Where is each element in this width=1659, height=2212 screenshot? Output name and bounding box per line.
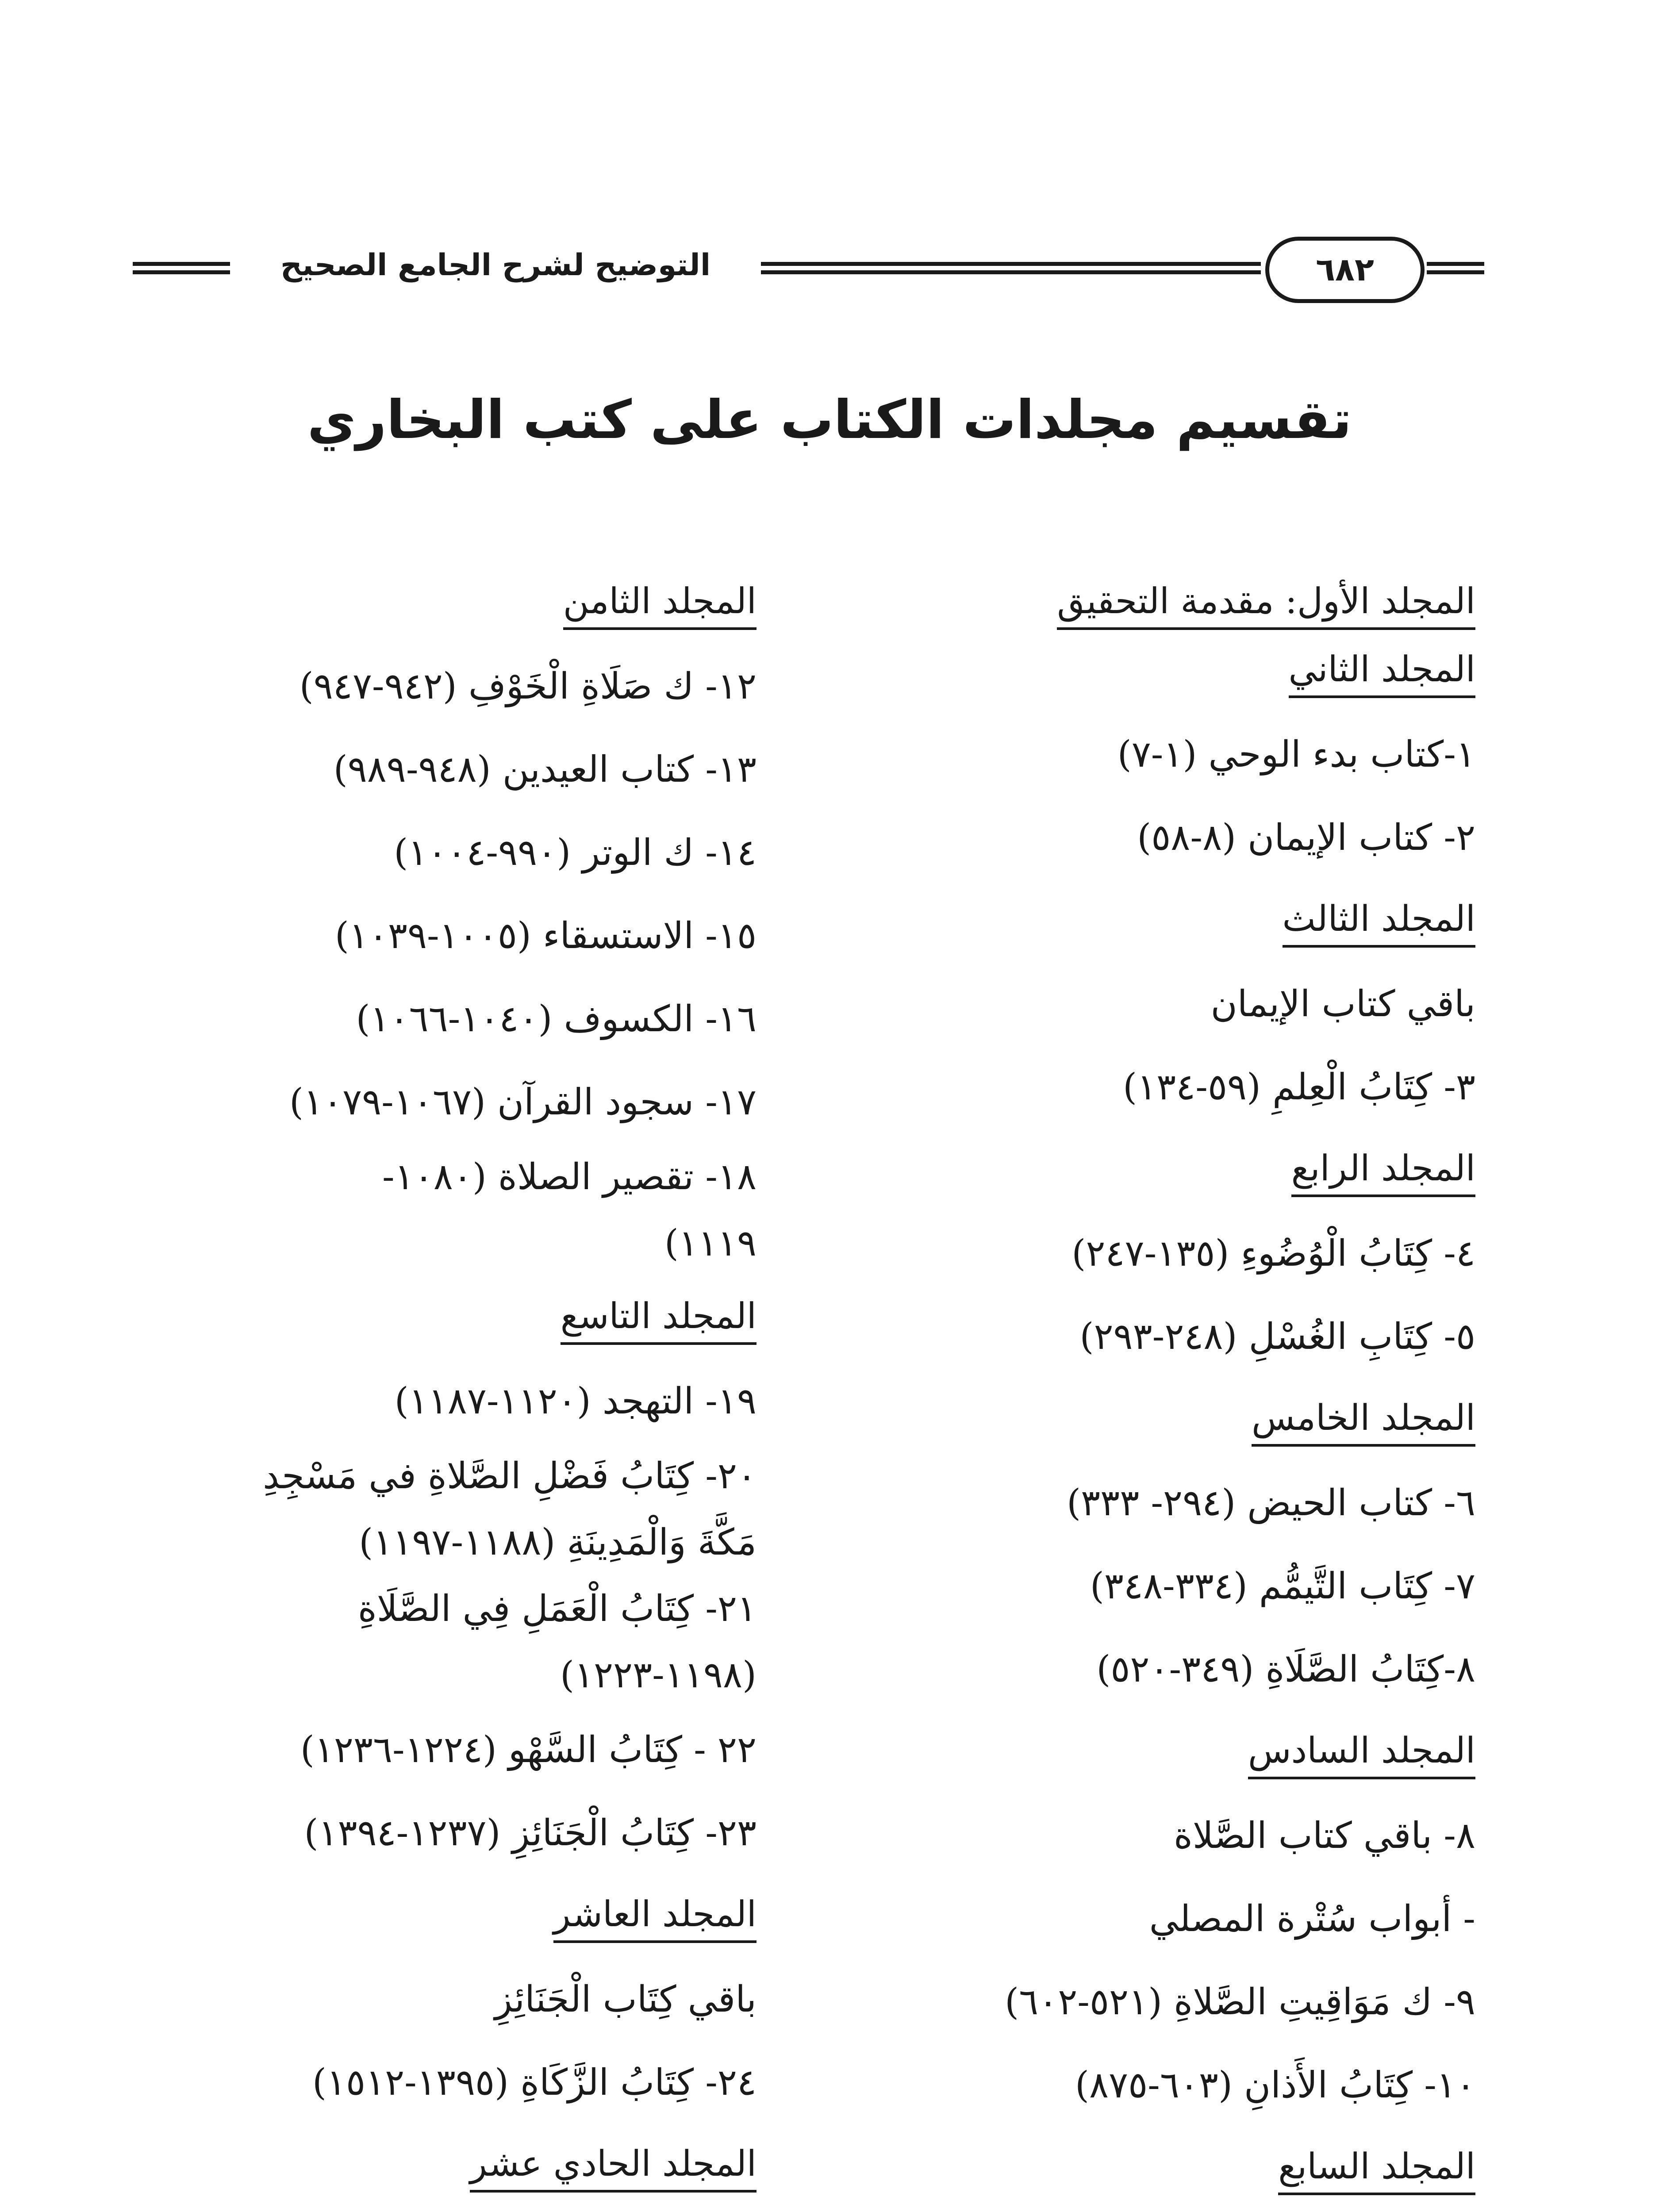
header-rule-middle bbox=[761, 262, 1261, 274]
list-item: - أبواب سُتْرة المصلي bbox=[1149, 1898, 1475, 1940]
header-rule-right bbox=[1427, 262, 1484, 274]
right-column bbox=[847, 562, 1475, 2212]
list-item: ١٧- سجود القرآن (١٠٦٧-١٠٧٩) bbox=[289, 1081, 757, 1123]
volume-heading: المجلد العاشر bbox=[553, 1890, 757, 1943]
list-item: ٤- كِتَابُ الْوُضُوءِ (١٣٥-٢٤٧) bbox=[1071, 1233, 1475, 1275]
list-item: ١٣- كتاب العيدين (٩٤٨-٩٨٩) bbox=[333, 749, 757, 791]
list-item-continued: ١١١٩) bbox=[664, 1222, 757, 1264]
list-item: ١٢- ك صَلَاةِ الْخَوْفِ (٩٤٢-٩٤٧) bbox=[299, 665, 757, 707]
volume-heading: المجلد الرابع bbox=[1291, 1144, 1475, 1197]
list-item: ١٦- الكسوف (١٠٤٠-١٠٦٦) bbox=[356, 998, 757, 1040]
list-item: ١-كتاب بدء الوحي (١-٧) bbox=[1117, 733, 1475, 776]
list-item: ٥- كِتَابِ الغُسْلِ (٢٤٨-٢٩٣) bbox=[1079, 1316, 1475, 1358]
list-item bbox=[115, 2208, 757, 2212]
list-item: ٢٣- كِتَابُ الْجَنَائِزِ (١٢٣٧-١٣٩٤) bbox=[304, 1812, 757, 1854]
list-item: ١٨- تقصير الصلاة (١٠٨٠- bbox=[382, 1156, 757, 1198]
volume-heading: المجلد السابع bbox=[1278, 2142, 1475, 2195]
list-item: ٢١- كِتَابُ الْعَمَلِ فِي الصَّلَاةِ bbox=[357, 1588, 757, 1630]
list-item: باقي كتاب الإيمان bbox=[1210, 983, 1475, 1025]
list-item: ٢- كتاب الإيمان (٨-٥٨) bbox=[1137, 817, 1475, 859]
list-item-continued: مَكَّةَ وَالْمَدِينَةِ (١١٨٨-١١٩٧) bbox=[359, 1521, 757, 1563]
list-item: ١٩- التهجد (١١٢٠-١١٨٧) bbox=[394, 1380, 757, 1422]
list-item: ١٤- ك الوتر (٩٩٠-١٠٠٤) bbox=[394, 832, 757, 874]
page-title: تقسيم مجلدات الكتاب على كتب البخاري bbox=[307, 389, 1352, 451]
list-item: ٨-كِتَابُ الصَّلَاةِ (٣٤٩-٥٢٠) bbox=[1096, 1648, 1475, 1690]
list-item: ١٥- الاستسقاء (١٠٠٥-١٠٣٩) bbox=[334, 915, 757, 957]
volume-heading: المجلد السادس bbox=[1248, 1726, 1475, 1779]
list-item: ٢٢ - كِتَابُ السَّهْو (١٢٢٤-١٢٣٦) bbox=[300, 1729, 757, 1771]
list-item: ٣- كِتَابُ الْعِلمِ (٥٩-١٣٤) bbox=[1123, 1066, 1475, 1108]
list-item: ٢٤- كِتَابُ الزَّكَاةِ (١٣٩٥-١٥١٢) bbox=[312, 2062, 757, 2104]
list-item: ٨- باقي كتاب الصَّلاة bbox=[1173, 1815, 1475, 1857]
list-item: ٩- ك مَوَاقِيتِ الصَّلاةِ (٥٢١-٦٠٢) bbox=[1005, 1981, 1475, 2023]
volume-heading: المجلد الخامس bbox=[1252, 1394, 1475, 1447]
list-item: باقي كِتَاب الْجَنَائِزِ bbox=[495, 1978, 757, 2020]
list-item: ٧- كِتَاب التَّيمُّم (٣٣٤-٣٤٨) bbox=[1090, 1565, 1475, 1607]
left-column bbox=[115, 562, 757, 2212]
list-item-continued: (١١٩٨-١٢٢٣) bbox=[560, 1654, 757, 1696]
list-item: ٢٠- كِتَابُ فَضْلِ الصَّلاةِ في مَسْجِدِ bbox=[263, 1455, 757, 1497]
volume-heading: المجلد التاسع bbox=[561, 1292, 757, 1345]
list-item bbox=[847, 2210, 1475, 2212]
volume-heading: المجلد الأول: مقدمة التحقيق bbox=[1057, 577, 1475, 630]
running-title: التوضيح لشرح الجامع الصحيح bbox=[280, 248, 711, 283]
list-item: ١٠- كِتَابُ الأَذانِ (٦٠٣-٨٧٥) bbox=[1075, 2064, 1475, 2106]
volume-heading: المجلد الثالث bbox=[1283, 895, 1475, 948]
header-rule-left bbox=[133, 262, 230, 274]
volume-heading: المجلد الحادي عشر bbox=[470, 2139, 757, 2193]
volume-heading: المجلد الثامن bbox=[563, 577, 757, 630]
page-number: ٦٨٢ bbox=[1265, 237, 1425, 303]
volume-heading: المجلد الثاني bbox=[1289, 645, 1475, 698]
list-item: ٦- كتاب الحيض (٢٩٤- ٣٣٣) bbox=[1067, 1482, 1475, 1524]
